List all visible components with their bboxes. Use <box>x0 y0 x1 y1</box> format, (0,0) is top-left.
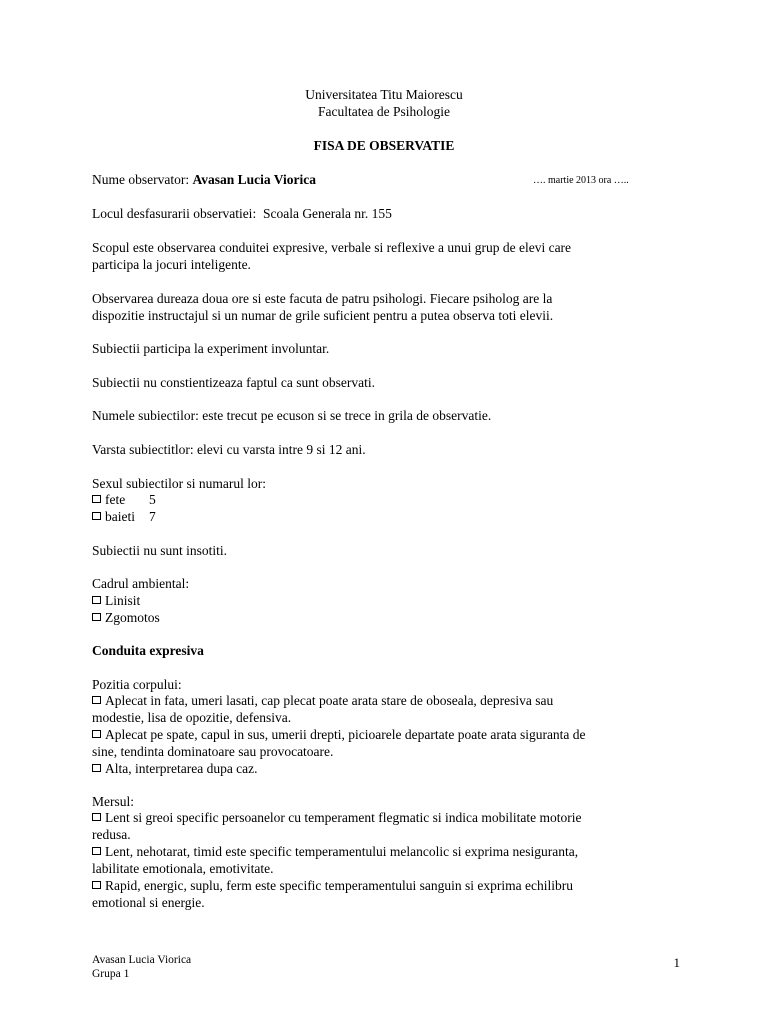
posture-option-text: sine, tendinta dominatoare sau provocatoare. <box>92 744 334 759</box>
checkbox <box>92 696 101 704</box>
sex-label-boys: baieti <box>105 509 135 524</box>
ambient-option <box>92 609 672 626</box>
date-text: martie 2013 ora ….. <box>548 175 629 186</box>
age-paragraph: Varsta subiectitlor: elevi cu varsta intre 9 si 12 ani. <box>92 442 366 457</box>
gait-option-text: labilitate emotionala, emotivitate. <box>92 861 274 876</box>
duration-line: Observarea dureaza doua ore si este facuta de patru psihologi. Fiecare psiholog are la <box>92 291 553 306</box>
observation-date <box>533 172 693 189</box>
duration-paragraph <box>92 290 672 324</box>
checkbox <box>92 613 101 621</box>
gait-option-text: Lent si greoi specific persoanelor cu temperament flegmatic si indica mobilitate motorie <box>105 810 582 825</box>
posture-option-text: Aplecat pe spate, capul in sus, umerii drepti, picioarele departate poate arata siguranta de <box>105 727 586 742</box>
posture-option-text: Alta, interpretarea dupa caz. <box>105 761 258 776</box>
posture-option-text: Aplecat in fata, umeri lasati, cap plecat poate arata stare de oboseala, depresiva sau <box>105 693 554 708</box>
ambient-option-label: Zgomotos <box>105 610 160 625</box>
accompanied-paragraph: Subiectii nu sunt insotiti. <box>92 543 228 558</box>
university-name: Universitatea Titu Maiorescu <box>305 87 463 102</box>
sex-count-boys: 7 <box>149 509 156 524</box>
awareness-paragraph: Subiectii nu constientizeaza faptul ca sunt observati. <box>92 375 376 390</box>
duration-line: dispozitie instructajul si un numar de grile suficient pentru a putea observa toti elevii. <box>92 308 554 323</box>
checkbox <box>92 730 101 738</box>
gait-option-text: emotional si energie. <box>92 895 205 910</box>
faculty-name: Facultatea de Psihologie <box>318 104 450 119</box>
gait-option <box>92 843 672 877</box>
checkbox <box>92 495 101 503</box>
gait-option-text: Rapid, energic, suplu, ferm este specific temperamentului sanguin si exprima echilibru <box>105 878 573 893</box>
checkbox <box>92 881 101 889</box>
posture-option <box>92 726 672 760</box>
checkbox <box>92 512 101 520</box>
gait-option <box>92 809 672 843</box>
footer-group: Grupa 1 <box>92 968 130 980</box>
sex-item-boys <box>92 508 672 525</box>
date-prefix: …. <box>533 175 546 186</box>
checkbox <box>92 847 101 855</box>
location-label: Locul desfasurarii observatiei: <box>92 206 257 221</box>
sex-count-girls: 5 <box>149 492 156 507</box>
scope-paragraph <box>92 239 672 273</box>
gait-option-text: redusa. <box>92 827 131 842</box>
involuntary-paragraph: Subiectii participa la experiment involuntar. <box>92 341 330 356</box>
document-title: FISA DE OBSERVATIE <box>313 138 455 153</box>
page-number: 1 <box>673 955 680 970</box>
ambient-option <box>92 592 672 609</box>
gait-option-text: Lent, nehotarat, timid este specific temperamentului melancolic si exprima nesiguranta, <box>105 844 579 859</box>
posture-option <box>92 760 672 777</box>
scope-line: Scopul este observarea conduitei expresive, verbale si reflexive a unui grup de elevi care <box>92 240 572 255</box>
section-heading: Conduita expresiva <box>92 643 204 658</box>
sex-label-girls: fete <box>105 492 126 507</box>
names-paragraph: Numele subiectilor: este trecut pe ecuson si se trece in grila de observatie. <box>92 408 492 423</box>
posture-option-text: modestie, lisa de opozitie, defensiva. <box>92 710 292 725</box>
location-value: Scoala Generala nr. 155 <box>262 206 392 221</box>
ambient-option-label: Linisit <box>105 593 141 608</box>
footer-author <box>92 953 672 981</box>
observer-label: Nume observator: <box>92 172 190 187</box>
checkbox <box>92 764 101 772</box>
checkbox <box>92 596 101 604</box>
location-line <box>92 205 672 222</box>
footer-name: Avasan Lucia Viorica <box>92 954 192 966</box>
observer-name: Avasan Lucia Viorica <box>192 172 316 187</box>
checkbox <box>92 813 101 821</box>
gait-label: Mersul: <box>92 794 134 809</box>
sex-item-girls <box>92 491 672 508</box>
sex-label: Sexul subiectilor si numarul lor: <box>92 476 266 491</box>
posture-option <box>92 692 672 726</box>
gait-option <box>92 877 672 911</box>
ambient-label: Cadrul ambiental: <box>92 576 190 591</box>
scope-line: participa la jocuri inteligente. <box>92 257 251 272</box>
posture-label: Pozitia corpului: <box>92 677 182 692</box>
